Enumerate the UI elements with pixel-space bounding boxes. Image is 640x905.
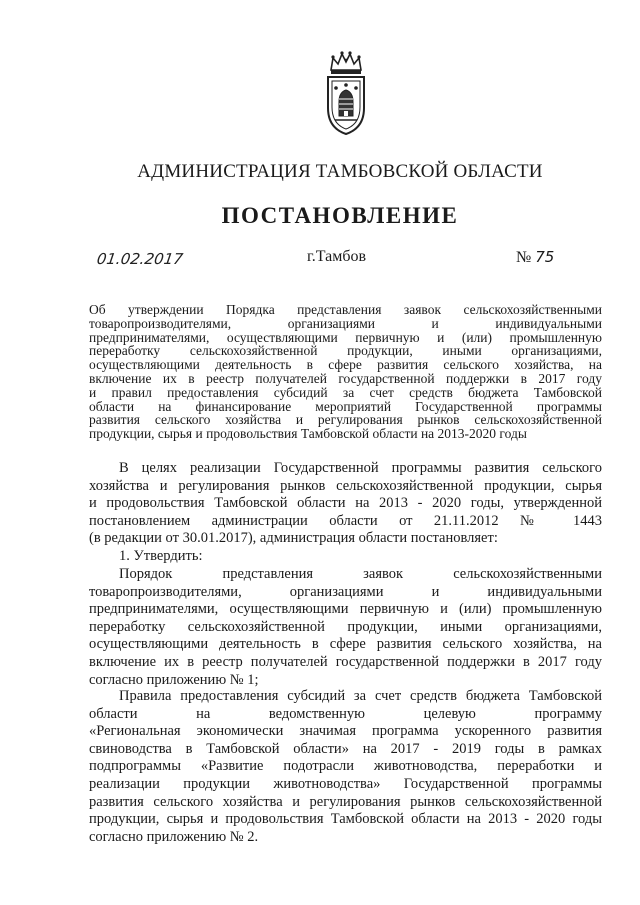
- body-line: свиноводства в Тамбовской области» на 2017 - 2019 годы в рамках: [89, 740, 602, 757]
- subject-line: товаропроизводителями, организациями и индивидуальными: [89, 315, 602, 331]
- document-city: г.Тамбов: [307, 248, 367, 265]
- paragraph-procedure: [89, 566, 602, 689]
- body-line: постановлением администрации области от 21.11.2012 № 1443: [89, 512, 602, 529]
- body-line: реализации продукции животноводства» Государственной программы: [89, 775, 602, 792]
- paragraph-rules: [89, 688, 602, 846]
- body-line: (в редакции от 30.01.2017), администрация области постановляет:: [89, 530, 498, 547]
- body-line: подпрограммы «Развитие подотрасли животноводства, переработки и: [89, 758, 602, 775]
- paragraph-preamble: [89, 460, 602, 566]
- document-date: 01.02.2017: [95, 250, 185, 268]
- subject-line: переработку сельскохозяйственной продукции, иными организациями,: [89, 343, 602, 359]
- body-line: согласно приложению № 2.: [89, 828, 259, 845]
- tambov-coat-of-arms-icon: [323, 50, 369, 136]
- subject-line: Об утверждении Порядка представления заявок сельскохозяйственными: [89, 302, 602, 317]
- subject-line: включение их в реестр получателей государственной поддержки в 2017 году: [89, 370, 602, 386]
- body-line: и продовольствия Тамбовской области на 2013 - 2020 годы, утвержденной: [89, 495, 602, 512]
- subject-line: предпринимателями, осуществляющими первичную и (или) промышленную: [89, 329, 602, 345]
- subject-line: осуществляющими деятельность в сфере развития сельского хозяйства, на: [89, 357, 602, 373]
- organization-title: АДМИНИСТРАЦИЯ ТАМБОВСКОЙ ОБЛАСТИ: [137, 161, 543, 182]
- body-line: хозяйства и регулирования рынков сельскохозяйственной продукции, сырья: [89, 477, 602, 494]
- subject-line: продукции, сырья и продовольствия Тамбовской области на 2013-2020 годы: [89, 426, 527, 442]
- body-line: включение их в реестр получателей государственной поддержки в 2017 году: [89, 653, 602, 670]
- body-line: осуществляющими деятельность в сфере развития сельского хозяйства, на: [89, 636, 602, 653]
- body-line: Правила предоставления субсидий за счет средств бюджета Тамбовской: [119, 688, 602, 704]
- body-line: предпринимателями, осуществляющими первичную и (или) промышленную: [89, 601, 602, 618]
- body-line: продукции, сырья и продовольствия Тамбовской области на 2013 - 2020 годы: [89, 811, 602, 828]
- subject-line: развития сельского хозяйства и регулирования рынков сельскохозяйственной: [89, 412, 602, 428]
- body-line: развития сельского хозяйства и регулирования рынков сельскохозяйственной: [89, 793, 602, 810]
- number-value: 75: [535, 248, 555, 266]
- body-line: согласно приложению № 1;: [89, 671, 259, 688]
- document-subject: [89, 303, 602, 441]
- body-line: Порядок представления заявок сельскохозяйственными: [119, 566, 602, 582]
- body-line: товаропроизводителями, организациями и индивидуальными: [89, 583, 602, 600]
- subject-line: области на финансирование мероприятий Государственной программы: [89, 398, 602, 414]
- body-line: области на ведомственную целевую программу: [89, 705, 602, 722]
- document-number: [516, 248, 554, 267]
- subject-line: и правил предоставления субсидий за счет средств бюджета Тамбовской: [89, 384, 602, 400]
- body-line: «Региональная экономически значимая программа ускоренного развития: [89, 723, 602, 740]
- document-type-title: ПОСТАНОВЛЕНИЕ: [221, 203, 459, 228]
- body-line: переработку сельскохозяйственной продукции, иными организациями,: [89, 618, 602, 635]
- body-line: В целях реализации Государственной программы развития сельского: [119, 460, 602, 476]
- number-prefix: №: [516, 249, 532, 266]
- body-line: 1. Утвердить:: [119, 547, 203, 564]
